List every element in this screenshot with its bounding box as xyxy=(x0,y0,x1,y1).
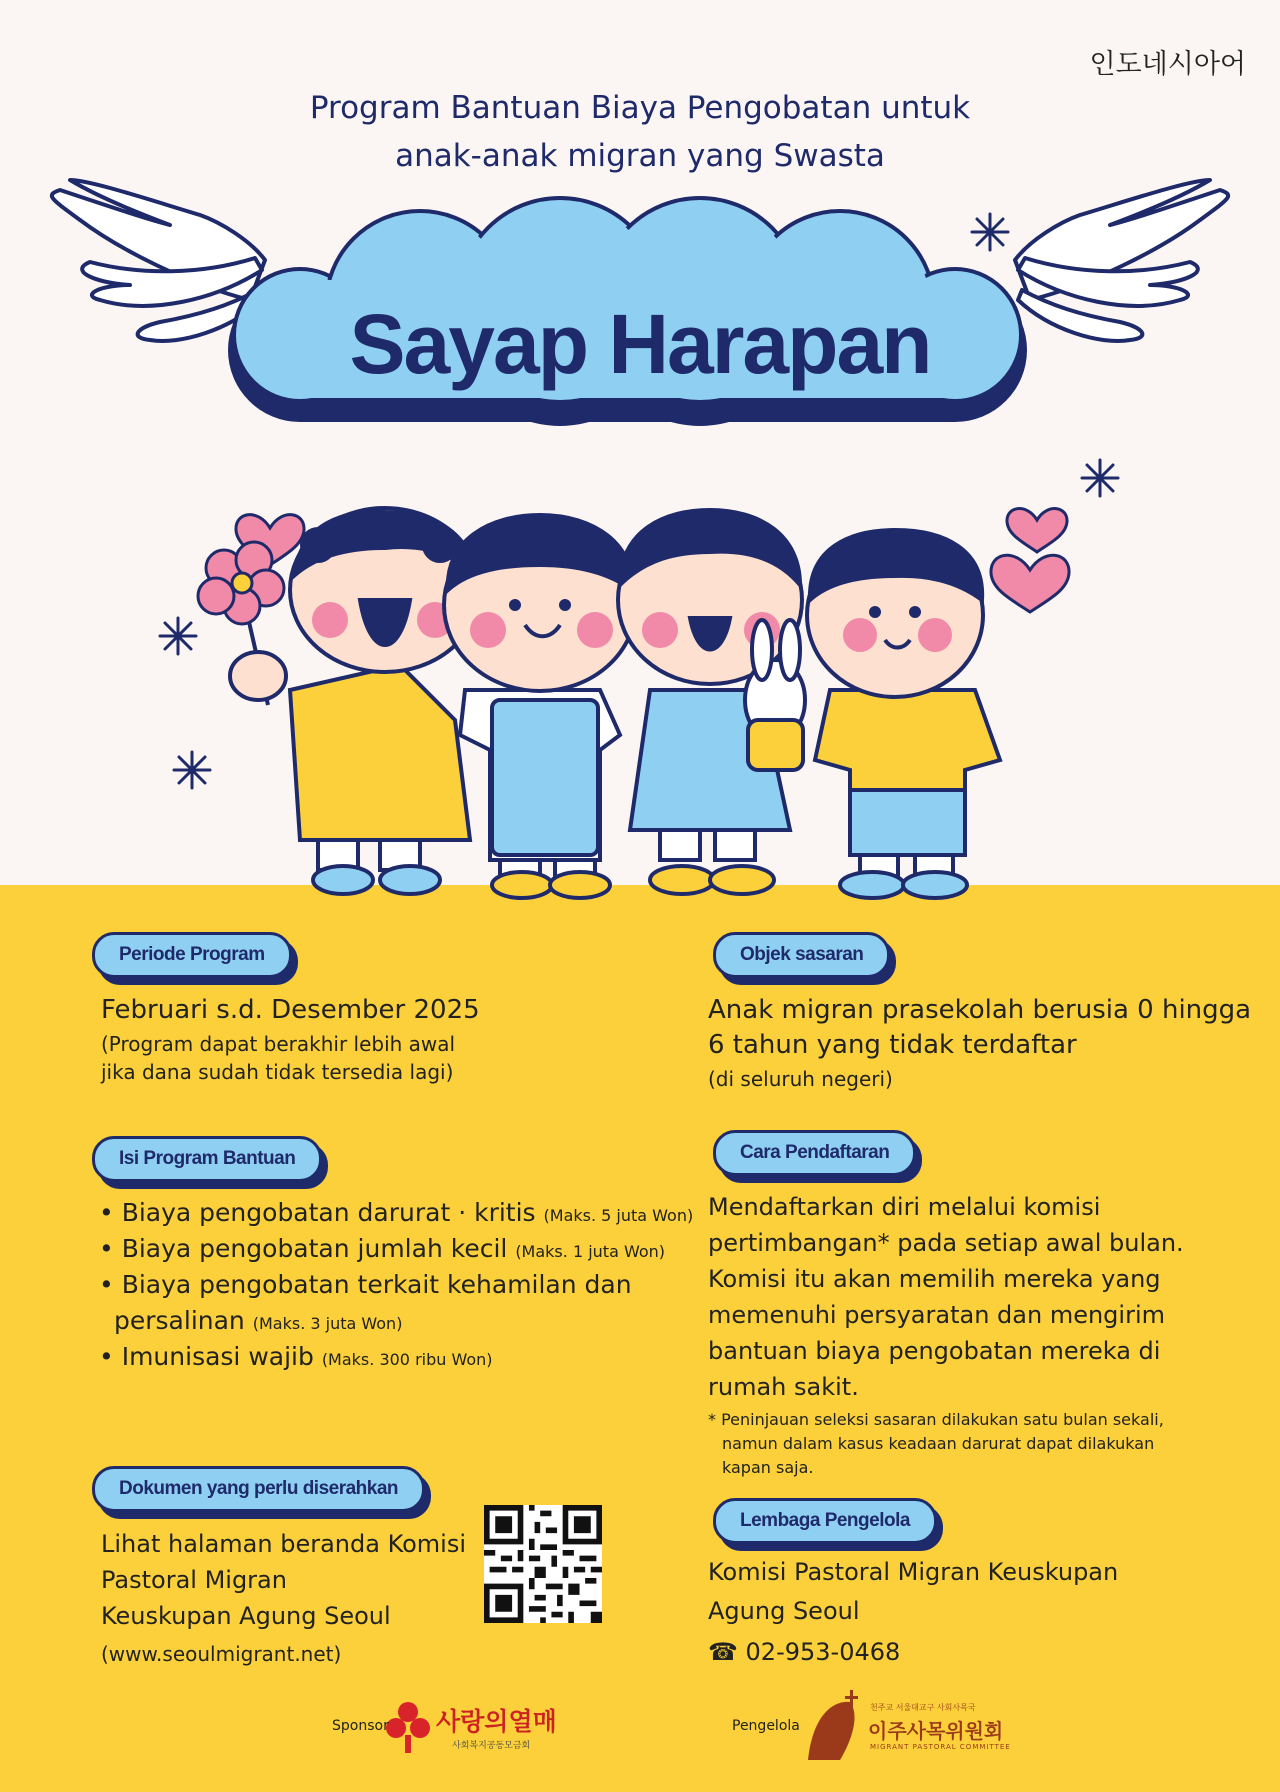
child-girl-blue-dress xyxy=(618,510,805,894)
registration-line: memenuhi persyaratan dan mengirim xyxy=(708,1301,1165,1329)
registration-line: rumah sakit. xyxy=(708,1373,859,1401)
registration-line: pertimbangan* pada setiap awal bulan. xyxy=(708,1229,1184,1257)
organizer-label: Lembaga Pengelola xyxy=(713,1498,937,1544)
migrant-committee-logo xyxy=(808,1690,858,1760)
registration-line: bantuan biaya pengobatan mereka di xyxy=(708,1337,1161,1365)
support-item: • Biaya pengobatan terkait kehamilan dan xyxy=(99,1270,632,1299)
period-main: Februari s.d. Desember 2025 xyxy=(101,995,480,1025)
registration-note-line: kapan saja. xyxy=(722,1458,814,1477)
period-note-line2: jika dana sudah tidak tersedia lagi) xyxy=(101,1060,454,1084)
qr-code-icon[interactable] xyxy=(484,1505,602,1623)
support-item-cont: persalinan (Maks. 3 juta Won) xyxy=(114,1306,403,1335)
sparkle-icon xyxy=(972,214,1008,250)
sparkle-icon xyxy=(174,752,210,788)
heart-icon xyxy=(1007,509,1067,552)
child-boy-overalls xyxy=(444,515,636,898)
support-item: • Biaya pengobatan darurat · kritis (Maks. 5 juta Won) xyxy=(99,1198,694,1227)
target-line2: 6 tahun yang tidak terdaftar xyxy=(708,1030,1077,1060)
manager-name: 이주사목위원회 xyxy=(868,1719,1004,1743)
documents-url[interactable]: (www.seoulmigrant.net) xyxy=(101,1642,342,1666)
documents-line1: Lihat halaman beranda Komisi xyxy=(101,1530,467,1558)
registration-line: Komisi itu akan memilih mereka yang xyxy=(708,1265,1161,1293)
sponsor-fruit-logo xyxy=(386,1702,430,1753)
sparkle-icon xyxy=(1082,460,1118,496)
registration-line: Mendaftarkan diri melalui komisi xyxy=(708,1193,1101,1221)
heart-icon xyxy=(991,555,1069,612)
support-label: Isi Program Bantuan xyxy=(92,1136,322,1182)
documents-line3: Keuskupan Agung Seoul xyxy=(101,1602,391,1630)
subtitle-line1: Program Bantuan Biaya Pengobatan untuk xyxy=(309,90,971,126)
language-label: 인도네시아어 xyxy=(1089,49,1246,80)
registration-label: Cara Pendaftaran xyxy=(713,1130,916,1176)
target-line1: Anak migran prasekolah berusia 0 hingga xyxy=(708,995,1252,1025)
period-note-line1: (Program dapat berakhir lebih awal xyxy=(101,1032,456,1056)
documents-line2: Pastoral Migran xyxy=(101,1566,287,1594)
manager-sub: MIGRANT PASTORAL COMMITTEE xyxy=(870,1743,1011,1751)
target-label: Objek sasaran xyxy=(713,932,890,978)
sparkle-icon xyxy=(160,618,196,654)
support-item: • Biaya pengobatan jumlah kecil (Maks. 1 juta Won) xyxy=(99,1234,666,1263)
sponsor-name: 사랑의열매 xyxy=(436,1707,557,1736)
registration-note-line: namun dalam kasus keadaan darurat dapat dilakukan xyxy=(722,1434,1155,1453)
period-label: Periode Program xyxy=(92,932,292,978)
manager-label: Pengelola xyxy=(732,1718,800,1734)
organizer-line1: Komisi Pastoral Migran Keuskupan xyxy=(708,1558,1119,1586)
target-line3: (di seluruh negeri) xyxy=(708,1067,893,1091)
subtitle-line2: anak-anak migran yang Swasta xyxy=(395,138,885,174)
page-title: Sayap Harapan xyxy=(349,297,931,391)
registration-note-line: * Peninjauan seleksi sasaran dilakukan satu bulan sekali, xyxy=(708,1410,1164,1429)
support-item: • Imunisasi wajib (Maks. 300 ribu Won) xyxy=(99,1342,493,1371)
documents-label: Dokumen yang perlu diserahkan xyxy=(92,1466,425,1512)
manager-top: 천주교 서울대교구 사회사목국 xyxy=(870,1703,976,1712)
organizer-line2: Agung Seoul xyxy=(708,1597,860,1625)
sponsor-sub: 사회복지공동모금회 xyxy=(452,1741,531,1751)
sponsor-label: Sponsor xyxy=(332,1718,389,1734)
organizer-phone: ☎ 02-953-0468 xyxy=(708,1638,901,1666)
child-boy-yellow-shirt xyxy=(807,530,1000,898)
